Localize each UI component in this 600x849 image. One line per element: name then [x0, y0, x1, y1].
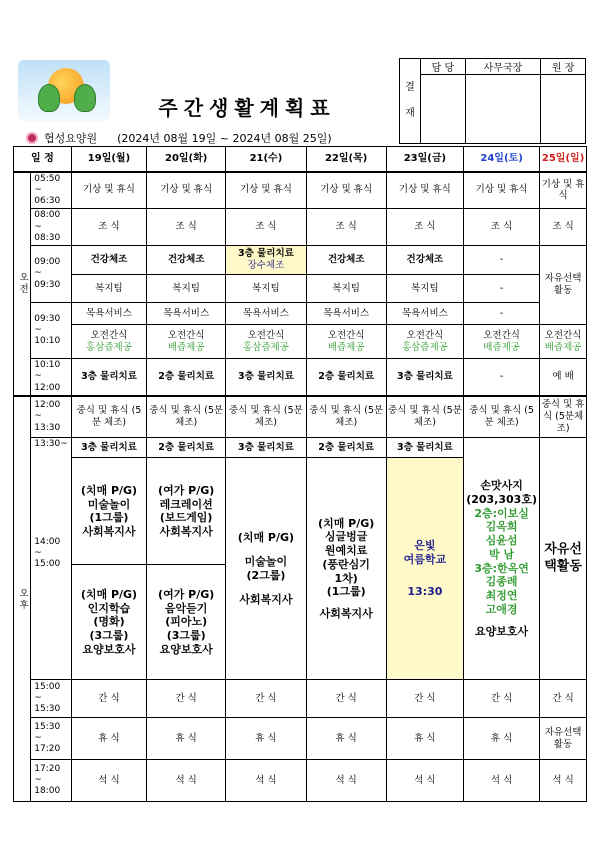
time-slot: 10:10 ~ 12:00	[31, 359, 72, 396]
activity-cell: 기상 및 휴식	[306, 172, 386, 209]
schedule-table	[13, 146, 587, 802]
mascot-icon	[74, 84, 96, 112]
header-day: 20일(화)	[147, 147, 226, 172]
time-slot: 09:30 ~ 10:10	[31, 303, 72, 359]
activity-cell: 휴 식	[226, 718, 306, 760]
snack-cell: 오전간식 배즙제공	[306, 325, 386, 359]
activity-cell: 3층 물리치료	[71, 359, 146, 396]
snack-cell: 오전간식 배즙제공	[464, 325, 540, 359]
mascot-icon	[38, 84, 60, 112]
org-name: 협성요양원	[44, 132, 98, 145]
activity-cell: 기상 및 휴식	[71, 172, 146, 209]
activity-cell: 중식 및 휴식 (5분 체조)	[226, 396, 306, 438]
activity-cell: 조 식	[464, 209, 540, 246]
activity-cell: 3층 물리치료	[386, 438, 463, 458]
activity-cell: 2층 물리치료	[306, 438, 386, 458]
approval-role: 사무국장	[465, 59, 540, 75]
activity-cell-sunday: 자유선택 활동	[540, 246, 587, 325]
activity-cell: 석 식	[386, 760, 463, 802]
page-title: 주간생활계획표	[158, 96, 336, 120]
activity-cell: 석 식	[306, 760, 386, 802]
activity-cell: 예 배	[540, 359, 587, 396]
header-day: 23일(금)	[386, 147, 463, 172]
activity-cell: 간 식	[464, 680, 540, 718]
activity-cell: 휴 식	[464, 718, 540, 760]
activity-cell: -	[464, 246, 540, 275]
snack-cell: 오전간식 홍삼즙제공	[71, 325, 146, 359]
activity-cell: 건강체조	[306, 246, 386, 275]
activity-cell: -	[464, 359, 540, 396]
activity-cell: 건강체조	[71, 246, 146, 275]
activity-cell: 석 식	[540, 760, 587, 802]
time-slot: 15:30 ~ 17:20	[31, 718, 72, 760]
time-slot: 17:20 ~ 18:00	[31, 760, 72, 802]
time-slot: 13:30~ 14:00 ~ 15:00	[31, 438, 72, 680]
activity-cell: 간 식	[306, 680, 386, 718]
activity-cell: 2층 물리치료	[147, 359, 226, 396]
activity-cell: 석 식	[71, 760, 146, 802]
activity-cell: 복지팀	[71, 275, 146, 303]
activity-cell: 기상 및 휴식	[226, 172, 306, 209]
header-day-saturday: 24일(토)	[464, 147, 540, 172]
header-schedule: 일 정	[14, 147, 72, 172]
program-thursday: (치매 P/G) 싱글벙글 원예치료 (풍란심기 1차) (1그룹) 사회복지사	[306, 458, 386, 680]
activity-cell: 3층 물리치료	[386, 359, 463, 396]
header-day: 22일(목)	[306, 147, 386, 172]
activity-cell: 기상 및 휴식	[540, 172, 587, 209]
activity-cell: -	[464, 303, 540, 325]
program-monday: (치매 P/G) 미술놀이 (1그룹) 사회복지사 (치매 P/G) 인지학습 (명화) (3그룹) 요양보호사	[71, 458, 146, 680]
header-day: 21(수)	[226, 147, 306, 172]
flower-icon	[26, 132, 38, 144]
activity-cell: 간 식	[540, 680, 587, 718]
activity-cell: 중식 및 휴식 (5분 체조)	[147, 396, 226, 438]
activity-cell: 목욕서비스	[306, 303, 386, 325]
activity-cell: 조 식	[226, 209, 306, 246]
activity-cell-wednesday: 3층 물리치료 장수체조	[226, 246, 306, 275]
activity-cell: 간 식	[71, 680, 146, 718]
activity-cell: 휴 식	[71, 718, 146, 760]
approval-role: 담 당	[421, 59, 466, 75]
header-day-sunday: 25일(일)	[540, 147, 587, 172]
program-friday: 은빛 여름학교 13:30	[386, 458, 463, 680]
activity-cell: 목욕서비스	[226, 303, 306, 325]
activity-cell: 기상 및 휴식	[464, 172, 540, 209]
activity-cell: 휴 식	[306, 718, 386, 760]
activity-cell: 휴 식	[147, 718, 226, 760]
activity-cell: 목욕서비스	[147, 303, 226, 325]
activity-cell: 복지팀	[147, 275, 226, 303]
activity-cell: 석 식	[226, 760, 306, 802]
activity-cell: 중식 및 휴식 (5분체조)	[540, 396, 587, 438]
activity-cell: 기상 및 휴식	[386, 172, 463, 209]
approval-label: 결 재	[400, 59, 421, 144]
time-slot: 09:00 ~ 09:30	[31, 246, 72, 303]
activity-cell: 3층 물리치료	[226, 438, 306, 458]
activity-cell: 자유선택 활동	[540, 718, 587, 760]
activity-cell: 3층 물리치료	[71, 438, 146, 458]
activity-cell: 조 식	[306, 209, 386, 246]
activity-cell: 복지팀	[306, 275, 386, 303]
snack-cell: 오전간식 배즙제공	[147, 325, 226, 359]
time-slot: 08:00 ~ 08:30	[31, 209, 72, 246]
org-line	[26, 130, 332, 146]
activity-cell: 복지팀	[226, 275, 306, 303]
header-day: 19일(월)	[71, 147, 146, 172]
activity-cell: -	[464, 275, 540, 303]
activity-cell: 간 식	[386, 680, 463, 718]
snack-cell: 오전간식 홍삼즙제공	[226, 325, 306, 359]
activity-cell: 간 식	[147, 680, 226, 718]
snack-cell: 오전간식 배즙제공	[540, 325, 587, 359]
approval-box	[399, 58, 586, 144]
signature-box[interactable]	[421, 75, 466, 144]
signature-box[interactable]	[541, 75, 586, 144]
activity-cell: 3층 물리치료	[226, 359, 306, 396]
activity-cell: 목욕서비스	[386, 303, 463, 325]
activity-cell: 석 식	[147, 760, 226, 802]
time-slot: 15:00 ~ 15:30	[31, 680, 72, 718]
activity-cell: 건강체조	[147, 246, 226, 275]
activity-cell: 석 식	[464, 760, 540, 802]
time-slot: 12:00 ~ 13:30	[31, 396, 72, 438]
period-am: 오전	[14, 172, 31, 396]
signature-box[interactable]	[465, 75, 540, 144]
logo-image	[18, 60, 110, 122]
activity-cell: 복지팀	[386, 275, 463, 303]
activity-cell: 조 식	[540, 209, 587, 246]
program-wednesday: (치매 P/G) 미술놀이 (2그룹) 사회복지사	[226, 458, 306, 680]
time-slot: 05:50 ~ 06:30	[31, 172, 72, 209]
period-pm: 오후	[14, 396, 31, 802]
program-saturday: 손맛사지 (203,303호) 2층:이보실 김옥희 심윤섬 박 남 3층:한옥연 김종례 최정연 고애경 요양보호사	[464, 438, 540, 680]
activity-cell: 건강체조	[386, 246, 463, 275]
activity-cell: 중식 및 휴식 (5분 체조)	[464, 396, 540, 438]
activity-cell: 조 식	[386, 209, 463, 246]
activity-cell: 조 식	[147, 209, 226, 246]
activity-cell: 중식 및 휴식 (5분 체조)	[71, 396, 146, 438]
program-sunday: 자유선택활동	[540, 438, 587, 680]
activity-cell: 2층 물리치료	[147, 438, 226, 458]
period-text: (2024년 08월 19일 ~ 2024년 08월 25일)	[117, 132, 332, 145]
snack-cell: 오전간식 홍삼즙제공	[386, 325, 463, 359]
activity-cell: 간 식	[226, 680, 306, 718]
approval-role: 원 장	[541, 59, 586, 75]
program-tuesday: (여가 P/G) 레크레이션 (보드게임) 사회복지사 (여가 P/G) 음악듣기 (피아노) (3그룹) 요양보호사	[147, 458, 226, 680]
activity-cell: 휴 식	[386, 718, 463, 760]
activity-cell: 조 식	[71, 209, 146, 246]
activity-cell: 기상 및 휴식	[147, 172, 226, 209]
activity-cell: 목욕서비스	[71, 303, 146, 325]
activity-cell: 중식 및 휴식 (5분 체조)	[386, 396, 463, 438]
activity-cell: 2층 물리치료	[306, 359, 386, 396]
activity-cell: 중식 및 휴식 (5분 체조)	[306, 396, 386, 438]
